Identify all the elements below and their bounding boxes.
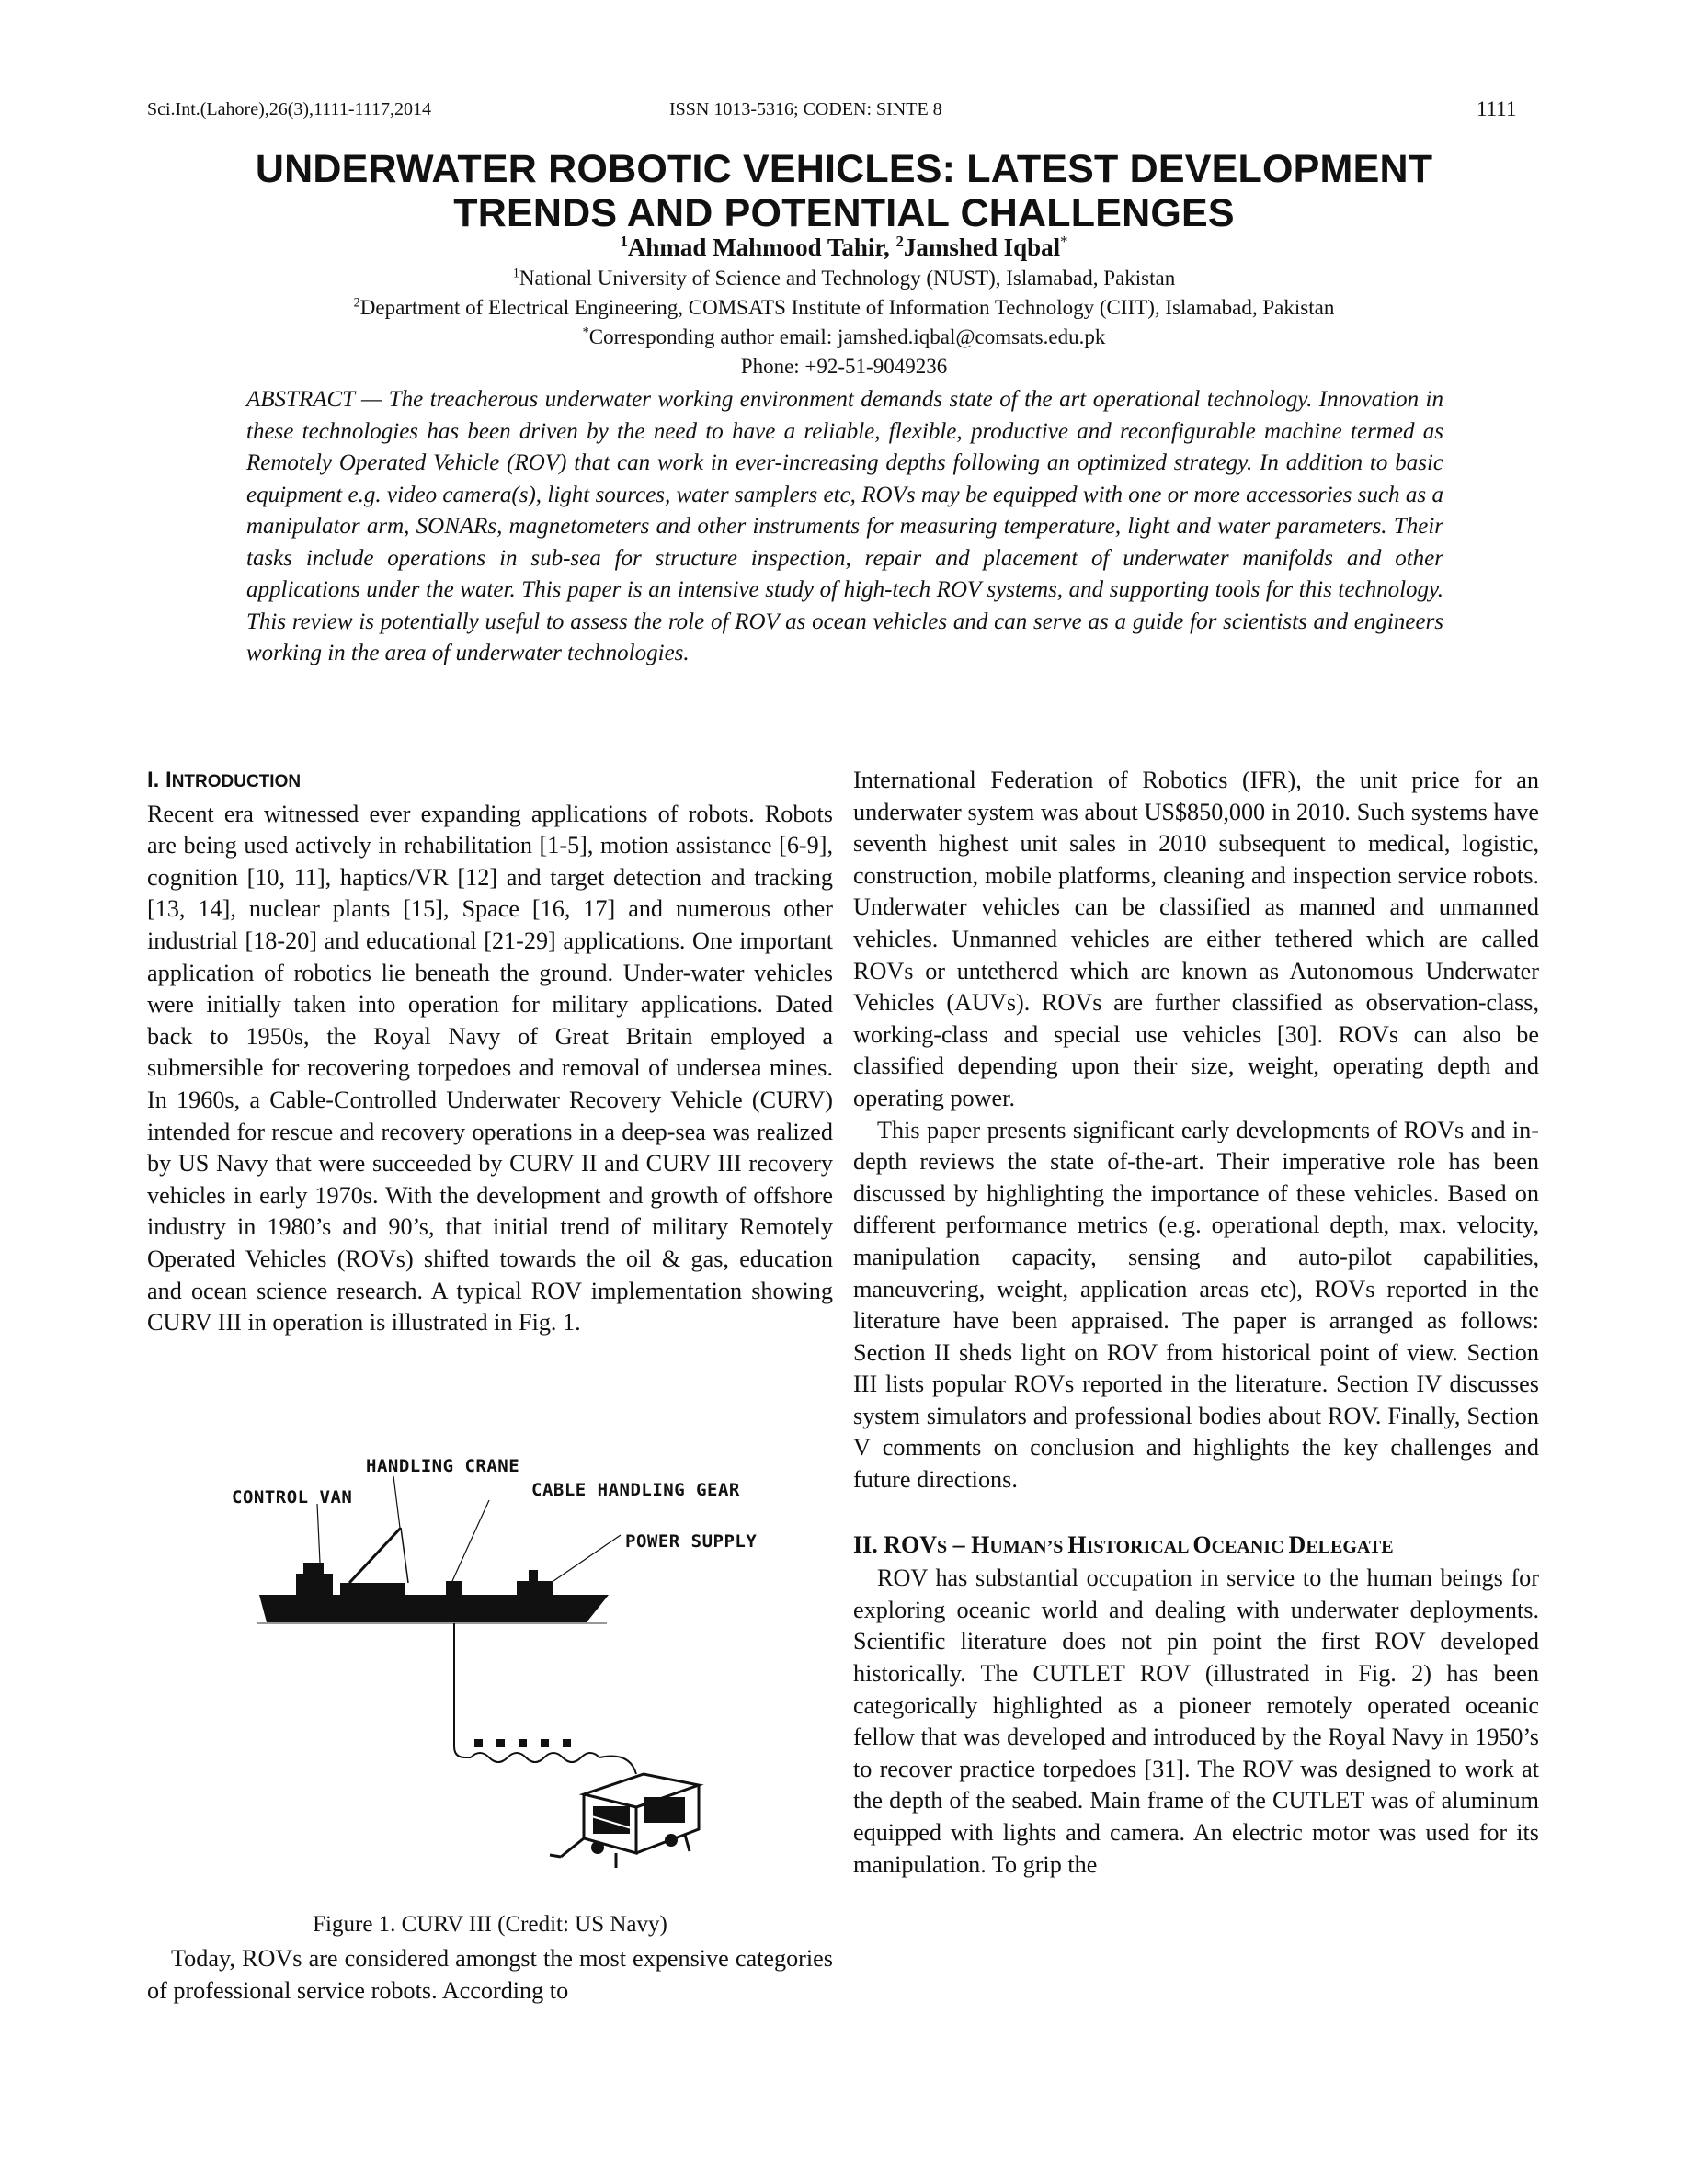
s2-part-2: S	[937, 1536, 948, 1557]
label-control-van: CONTROL VAN	[232, 1487, 353, 1507]
right-paragraph-3: ROV has substantial occupation in service to the human beings for exploring oceanic world and dealing with underwater deployments. Scientific literature does not pin point the first ROV developed historically. The CUTLET ROV (illustrated in Fig. 2) has been categorically highlighted as a pioneer remotely operated oceanic fellow that was developed and introduced by the Royal Navy in 1950’s to recover practice torpedoes [31]. The ROV was designed to work at the depth of the seabed. Main frame of the CUTLET was of aluminum equipped with lights and camera. An electric motor was used for its manipulation. To grip the	[853, 1564, 1539, 1878]
power-supply-stack	[529, 1570, 538, 1583]
s2-part-9: D	[1288, 1530, 1306, 1558]
author-1: Ahmad Mahmood Tahir,	[627, 233, 896, 261]
aff2-sup: 2	[353, 295, 360, 311]
author-2-sup: 2	[895, 233, 904, 250]
label-cable-handling-gear: CABLE HANDLING GEAR	[531, 1480, 740, 1500]
intro-paragraph-2: Today, ROVs are considered amongst the most expensive categories of professional service robots. According to	[147, 1945, 833, 2004]
float-5	[563, 1739, 571, 1747]
running-citation: Sci.Int.(Lahore),26(3),1111-1117,2014	[147, 99, 431, 119]
figure-1	[211, 1443, 781, 1903]
s2-part-1: II. ROV	[853, 1530, 938, 1558]
label-power-supply: POWER SUPPLY	[625, 1531, 758, 1552]
section-1-num: I.	[147, 768, 166, 792]
corr-text: Corresponding author email: jamshed.iqbal@comsats.edu.pk	[588, 325, 1106, 348]
label-handling-crane: HANDLING CRANE	[366, 1456, 520, 1476]
section-gap	[853, 1496, 1539, 1530]
title-line-1: UNDERWATER ROBOTIC VEHICLES: LATEST DEVELOPMENT	[255, 147, 1433, 191]
float-3	[519, 1739, 527, 1747]
issn-line: ISSN 1013-5316; CODEN: SINTE 8	[669, 99, 942, 119]
s2-part-6: ISTORICAL	[1086, 1536, 1193, 1557]
s2-part-5: H	[1067, 1530, 1087, 1558]
intro-paragraph-1: Recent era witnessed ever expanding applications of robots. Robots are being used actively in rehabilitation [1-5], motion assistance [6-9], cognition [10, 11], haptics/VR [12] and target detection and tracking [13, 14], nuclear plants [15], Space [16, 17] and numerous other industrial [18-20] and educational [21-29] applications. One important application of robotics lie beneath the ground. Under-water vehicles were initially taken into operation for military applications. Dated back to 1950s, the Royal Navy of Great Britain employed a submersible for recovering torpedoes and removal of undersea mines. In 1960s, a Cable-Controlled Underwater Recovery Vehicle (CURV) intended for rescue and recovery operations in a deep-sea was realized by US Navy that were succeeded by CURV II and CURV III recovery vehicles in early 1970s. With the development and growth of offshore industry in 1980’s and 90’s, that initial trend of military Remotely Operated Vehicles (ROVs) shifted towards the oil & gas, education and ocean science research. A typical ROV implementation showing CURV III in operation is illustrated in Fig. 1.	[147, 800, 833, 1337]
leader-crane	[393, 1476, 400, 1528]
left-column-continued	[147, 1943, 833, 2007]
ship-bridge	[303, 1563, 324, 1575]
paper-title	[0, 147, 1688, 235]
left-column	[147, 765, 833, 1339]
right-paragraph-2: This paper presents significant early developments of ROVs and in-depth reviews the state of-the-art. Their imperative role has been discussed by highlighting the importance of these vehicles. Based on different performance metrics (e.g. operational depth, max. velocity, manipulation capacity, sensing and auto-pilot capabilities, maneuvering, weight, application areas etc), ROVs reported in the literature have been appraised. The paper is arranged as follows: Section II sheds light on ROV from historical point of view. Section III lists popular ROVs reported in the literature. Section IV discusses system simulators and professional bodies about ROV. Finally, Section V comments on conclusion and highlights the key challenges and future directions.	[853, 1116, 1539, 1494]
s2-part-10: ELEGATE	[1306, 1536, 1394, 1557]
s2-part-3: – H	[947, 1530, 990, 1558]
author-1-sup: 1	[620, 233, 628, 250]
handling-crane	[349, 1528, 401, 1583]
corr-sup: *	[582, 324, 589, 340]
affiliation-1	[0, 267, 1688, 290]
corresponding-email	[0, 325, 1688, 349]
tether-floats-line	[471, 1753, 599, 1762]
leader-control-van	[317, 1504, 320, 1563]
control-van-box	[340, 1583, 405, 1596]
aff2-text: Department of Electrical Engineering, COMSATS Institute of Information Technology (CIIT), Islamabad, Pakistan	[359, 296, 1335, 319]
section-1-rest: NTRODUCTION	[171, 772, 302, 791]
right-column	[853, 765, 1539, 1881]
curv-iii-vehicle	[550, 1774, 699, 1868]
right-paragraph-1: International Federation of Robotics (IFR), the unit price for an underwater system was about US$850,000 in 2010. Such systems have seventh highest unit sales in 2010 subsequent to medical, logistic, construction, mobile platforms, cleaning and inspection service robots. Underwater vehicles can be classified as manned and unmanned vehicles. Unmanned vehicles are either tethered which are called ROVs or untethered which are known as Autonomous Underwater Vehicles (AUVs). ROVs are further classified as observation-class, working-class and special use vehicles [30]. ROVs can also be classified depending upon their size, weight, operating depth and operating power.	[853, 767, 1539, 1111]
page-number: 1111	[1477, 97, 1517, 120]
aff1-sup: 1	[512, 266, 519, 281]
ship-hull	[259, 1595, 609, 1622]
aff1-text: National University of Science and Technology (NUST), Islamabad, Pakistan	[519, 267, 1176, 290]
float-1	[474, 1739, 483, 1747]
section-1-heading	[147, 765, 833, 799]
author-2: Jamshed Iqbal	[903, 233, 1061, 261]
section-2-heading	[853, 1530, 1539, 1564]
ship-superstructure	[296, 1574, 333, 1596]
s2-part-8: CEANIC	[1211, 1536, 1289, 1557]
author-line	[0, 233, 1688, 262]
tether-cable	[454, 1623, 471, 1757]
leader-cable-gear	[452, 1500, 489, 1581]
tether-to-rov	[599, 1756, 636, 1774]
corresponding-mark: *	[1060, 233, 1068, 250]
float-4	[541, 1739, 549, 1747]
crane-cable	[401, 1528, 408, 1583]
affiliation-2	[0, 296, 1688, 320]
figure-1-caption: Figure 1. CURV III (Credit: US Navy)	[313, 1912, 667, 1937]
title-line-2: TRENDS AND POTENTIAL CHALLENGES	[453, 191, 1235, 235]
s2-part-4: UMAN’S	[989, 1536, 1068, 1557]
cable-gear-box	[446, 1581, 462, 1596]
figure-1-drawing	[211, 1443, 781, 1903]
leader-power-supply	[553, 1535, 621, 1581]
s2-part-7: O	[1192, 1530, 1212, 1558]
abstract: ABSTRACT — The treacherous underwater working environment demands state of the art operational technology. Innovation in these technologies has been driven by the need to have a reliable, flexible, productive and reconfigurable machine termed as Remotely Operated Vehicle (ROV) that can work in ever-increasing depths following an optimized strategy. In addition to basic equipment e.g. video camera(s), light sources, water samplers etc, ROVs may be equipped with one or more accessories such as a manipulator arm, SONARs, magnetometers and other instruments for measuring temperature, light and water parameters. Their tasks include operations in sub-sea for structure inspection, repair and placement of underwater manifolds and other applications under the water. This paper is an intensive study of high-tech ROV systems, and supporting tools for this technology. This review is potentially useful to assess the role of ROV as ocean vehicles and can serve as a guide for scientists and engineers working in the area of underwater technologies.	[246, 387, 1443, 665]
power-supply-box	[517, 1581, 553, 1596]
section-1-first: I	[165, 768, 172, 792]
phone: Phone: +92-51-9049236	[740, 355, 948, 378]
float-2	[496, 1739, 505, 1747]
